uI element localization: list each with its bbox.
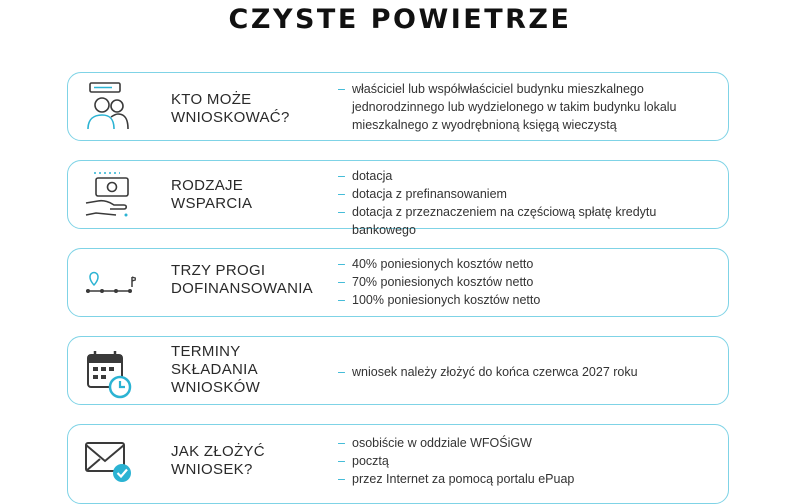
card-funding-thresholds (67, 248, 729, 317)
list-item: – 40% poniesionych kosztów netto (338, 255, 723, 273)
list-item: – wniosek należy złożyć do końca czerwca 2027 roku (338, 363, 723, 381)
list-item: – dotacja z prefinansowaniem (338, 185, 723, 203)
list-item: – pocztą (338, 452, 723, 470)
route-icon (80, 255, 136, 311)
card-items (338, 255, 723, 309)
list-item: – dotacja z przeznaczeniem na częściową spłatę kredytu bankowego (338, 203, 723, 239)
list-item: – właściciel lub współwłaściciel budynku mieszkalnego jednorodzinnego lub wydzielonego w takim budynku lokalu mieszkalnego z wyodrębnioną księgą wieczystą (338, 80, 723, 134)
card-label: JAK ZŁOŻYĆ WNIOSEK? (171, 443, 265, 478)
card-label: RODZAJE WSPARCIA (171, 177, 253, 212)
calendar-clock-icon (80, 345, 136, 401)
page-title: CZYSTE POWIETRZE (228, 4, 572, 35)
card-items (338, 80, 723, 134)
card-items (338, 363, 723, 381)
list-item: – przez Internet za pomocą portalu ePuap (338, 470, 723, 488)
card-items (338, 167, 723, 239)
card-label: KTO MOŻE WNIOSKOWAĆ? (171, 91, 290, 126)
list-item: – dotacja (338, 167, 723, 185)
card-how-to-apply (67, 424, 729, 504)
card-label: TRZY PROGI DOFINANSOWANIA (171, 262, 313, 297)
list-item: – osobiście w oddziale WFOŚiGW (338, 434, 723, 452)
card-deadlines (67, 336, 729, 405)
list-item: – 70% poniesionych kosztów netto (338, 273, 723, 291)
people-icon (80, 79, 136, 135)
card-who-can-apply (67, 72, 729, 141)
card-label: TERMINY SKŁADANIA WNIOSKÓW (171, 343, 261, 396)
list-item: – 100% poniesionych kosztów netto (338, 291, 723, 309)
money-hand-icon (80, 167, 136, 223)
card-support-types (67, 160, 729, 237)
envelope-check-icon (80, 433, 136, 489)
